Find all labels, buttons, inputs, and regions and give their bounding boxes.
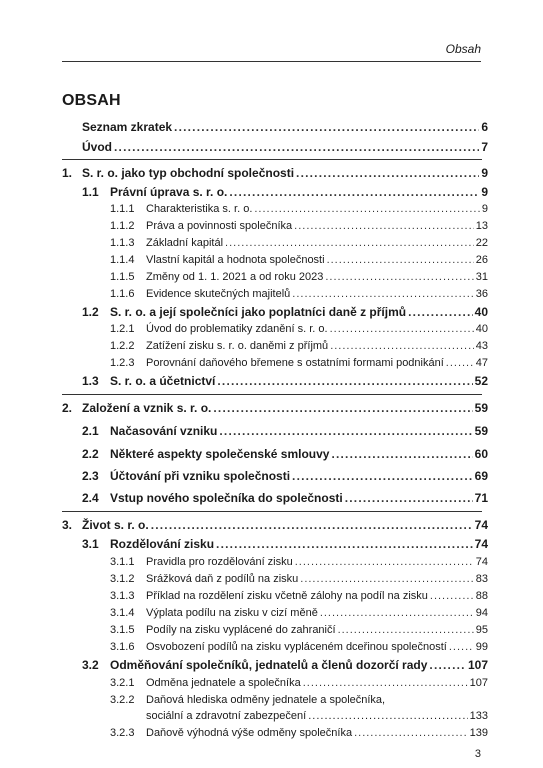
toc-title: Podíly na zisku vyplácené do zahraničí — [146, 624, 336, 636]
section-divider — [62, 511, 482, 512]
toc-page: 83 — [475, 573, 488, 585]
toc-page: 59 — [474, 401, 488, 415]
toc-number: 1.2.2 — [110, 340, 135, 352]
toc-section-3-1[interactable] — [82, 537, 488, 551]
dot-leader — [174, 120, 479, 134]
toc-title: Úvod do problematiky zdanění s. r. o. — [146, 323, 328, 335]
page-title: OBSAH — [62, 92, 121, 109]
toc-page: 9 — [481, 185, 488, 199]
toc-section[interactable] — [82, 491, 488, 505]
toc-title: sociální a zdravotní zabezpečení — [146, 710, 307, 722]
toc-number: 2.3 — [82, 469, 99, 483]
toc-title: Příklad na rozdělení zisku včetně zálohy na podíl na zisku — [146, 590, 428, 602]
toc-subsection[interactable] — [110, 640, 488, 654]
toc-subsection[interactable] — [110, 236, 488, 250]
page-number: 3 — [474, 748, 481, 760]
dot-leader — [225, 236, 474, 250]
toc-number: 3.1.4 — [110, 607, 135, 619]
toc-page: 52 — [474, 374, 488, 388]
dot-leader — [294, 219, 474, 233]
toc-title: Rozdělování zisku — [110, 537, 215, 551]
dot-leader — [213, 401, 472, 415]
toc-page: 88 — [475, 590, 488, 602]
dot-leader — [308, 709, 467, 723]
dot-leader — [217, 374, 472, 388]
dot-leader — [216, 537, 473, 551]
toc-page: 133 — [469, 710, 488, 722]
dot-leader — [408, 305, 473, 319]
toc-subsection[interactable] — [110, 322, 488, 336]
toc-title: Právní úprava s. r. o. — [110, 185, 228, 199]
dot-leader — [292, 287, 473, 301]
toc-page: 59 — [474, 424, 488, 438]
toc-subsection[interactable] — [110, 253, 488, 267]
toc-title: Práva a povinnosti společníka — [146, 220, 293, 232]
toc-number: 1.2 — [82, 305, 99, 319]
toc-subsection[interactable] — [110, 589, 488, 603]
toc-title: S. r. o. a účetnictví — [110, 374, 216, 388]
dot-leader — [327, 253, 474, 267]
dot-leader — [296, 166, 479, 180]
section-divider — [62, 159, 482, 160]
toc-number: 3. — [62, 518, 73, 532]
toc-page: 74 — [474, 537, 488, 551]
toc-chapter-1[interactable] — [62, 166, 488, 180]
toc-subsection[interactable] — [110, 555, 488, 569]
toc-title: Pravidla pro rozdělování zisku — [146, 556, 293, 568]
running-head: Obsah — [445, 42, 481, 56]
toc-section[interactable] — [82, 447, 488, 461]
dot-leader — [254, 202, 480, 216]
toc-title: Porovnání daňového břemene s ostatními formami podnikání — [146, 357, 444, 369]
dot-leader — [345, 491, 473, 505]
toc-title: Vstup nového společníka do společnosti — [110, 491, 343, 505]
toc-subsection[interactable] — [110, 572, 488, 586]
toc-number: 1.1.3 — [110, 237, 135, 249]
toc-title: Osvobození podílů na zisku vypláceném dceřinou společností — [146, 641, 447, 653]
toc-section-1-3[interactable] — [82, 374, 488, 388]
toc-page: 26 — [475, 254, 488, 266]
toc-entry-abbreviations[interactable] — [82, 120, 488, 134]
toc-title: Založení a vznik s. r. o. — [82, 401, 212, 415]
toc-page: 94 — [475, 607, 488, 619]
toc-title: Některé aspekty společenské smlouvy — [110, 447, 330, 461]
toc-title: Daňová hlediska odměny jednatele a společníka, — [146, 694, 386, 706]
toc-number: 3.2.3 — [110, 727, 135, 739]
toc-page: 6 — [481, 120, 488, 134]
toc-number: 1.1.2 — [110, 220, 135, 232]
dot-leader — [219, 424, 472, 438]
toc-number: 3.1.6 — [110, 641, 135, 653]
toc-section[interactable] — [82, 469, 488, 483]
toc-section[interactable] — [82, 424, 488, 438]
toc-number: 3.1.3 — [110, 590, 135, 602]
toc-subsection[interactable] — [110, 693, 488, 707]
dot-leader — [331, 447, 472, 461]
toc-chapter-2[interactable] — [62, 401, 488, 415]
toc-title: Evidence skutečných majitelů — [146, 288, 291, 300]
toc-section-1-2[interactable] — [82, 305, 488, 319]
dot-leader — [325, 270, 473, 284]
toc-number: 2.4 — [82, 491, 99, 505]
toc-number: 1.3 — [82, 374, 99, 388]
toc-subsection[interactable] — [110, 287, 488, 301]
toc-title: Daňově výhodná výše odměny společníka — [146, 727, 353, 739]
dot-leader — [354, 726, 468, 740]
toc-number: 2. — [62, 401, 73, 415]
dot-leader — [295, 555, 474, 569]
toc-title: S. r. o. jako typ obchodní společnosti — [82, 166, 295, 180]
dot-leader — [292, 469, 473, 483]
toc-title: Odměna jednatele a společníka — [146, 677, 301, 689]
toc-page: 95 — [475, 624, 488, 636]
toc-page: 71 — [474, 491, 488, 505]
toc-number: 3.2 — [82, 658, 99, 672]
dot-leader — [303, 676, 468, 690]
toc-number: 3.1 — [82, 537, 99, 551]
toc-page: 36 — [475, 288, 488, 300]
toc-subsection[interactable] — [110, 270, 488, 284]
toc-page: 99 — [475, 641, 488, 653]
toc-chapter-3[interactable] — [62, 518, 488, 532]
section-divider — [62, 394, 482, 395]
dot-leader — [300, 572, 473, 586]
toc-subsection[interactable] — [110, 726, 488, 740]
toc-page: 9 — [481, 166, 488, 180]
dot-leader — [151, 518, 473, 532]
toc-number: 3.2.2 — [110, 694, 135, 706]
toc-title: Změny od 1. 1. 2021 a od roku 2023 — [146, 271, 324, 283]
dot-leader — [446, 356, 474, 370]
toc-number: 1.1.5 — [110, 271, 135, 283]
dot-leader — [330, 339, 474, 353]
dot-leader — [429, 658, 466, 672]
toc-number: 2.1 — [82, 424, 99, 438]
toc-title: Charakteristika s. r. o. — [146, 203, 253, 215]
dot-leader — [449, 640, 474, 654]
toc-subsection[interactable] — [110, 202, 488, 216]
toc-page: 74 — [474, 518, 488, 532]
toc-subsection[interactable] — [110, 606, 488, 620]
toc-section-1-1[interactable] — [82, 185, 488, 199]
toc-page: 47 — [475, 357, 488, 369]
toc-number: 1.2.3 — [110, 357, 135, 369]
toc-title: Načasování vzniku — [110, 424, 218, 438]
toc-page: 43 — [475, 340, 488, 352]
toc-page: 69 — [474, 469, 488, 483]
toc-title: Výplata podílu na zisku v cizí měně — [146, 607, 318, 619]
toc-title: Účtování při vzniku společnosti — [110, 469, 291, 483]
dot-leader — [229, 185, 479, 199]
toc-entry-intro[interactable] — [82, 140, 488, 154]
toc-page: 7 — [481, 140, 488, 154]
toc-number: 1.1 — [82, 185, 99, 199]
toc-number: 1.1.1 — [110, 203, 135, 215]
toc-page: 13 — [475, 220, 488, 232]
toc-title: Zatížení zisku s. r. o. daněmi z příjmů — [146, 340, 329, 352]
toc-number: 3.1.2 — [110, 573, 135, 585]
toc-title: Život s. r. o. — [82, 518, 149, 532]
toc-number: 3.1.5 — [110, 624, 135, 636]
toc-number: 3.1.1 — [110, 556, 135, 568]
dot-leader — [430, 589, 474, 603]
toc-page: 31 — [475, 271, 488, 283]
toc-number: 1. — [62, 166, 73, 180]
toc-title: Srážková daň z podílů na zisku — [146, 573, 299, 585]
toc-number: 3.2.1 — [110, 677, 135, 689]
dot-leader — [114, 140, 479, 154]
toc-title: Základní kapitál — [146, 237, 224, 249]
toc-page: 40 — [475, 323, 488, 335]
toc-page: 9 — [481, 203, 488, 215]
toc-number: 1.1.6 — [110, 288, 135, 300]
dot-leader — [338, 623, 474, 637]
toc-number: 1.2.1 — [110, 323, 135, 335]
toc-section-3-2[interactable] — [82, 658, 488, 672]
toc-subsection[interactable] — [110, 339, 488, 353]
toc-title: S. r. o. a její společníci jako poplatníci daně z příjmů — [110, 305, 407, 319]
dot-leader — [330, 322, 474, 336]
toc-subsection[interactable] — [110, 623, 488, 637]
toc-number: 1.1.4 — [110, 254, 135, 266]
dot-leader — [320, 606, 474, 620]
toc-title: Vlastní kapitál a hodnota společnosti — [146, 254, 325, 266]
header-rule — [62, 61, 481, 62]
toc-page: 60 — [474, 447, 488, 461]
toc-title: Úvod — [82, 140, 112, 154]
toc-title: Seznam zkratek — [82, 120, 173, 134]
toc-page: 22 — [475, 237, 488, 249]
toc-subsection[interactable] — [110, 356, 488, 370]
toc-number: 2.2 — [82, 447, 99, 461]
toc-page: 74 — [475, 556, 488, 568]
toc-subsection[interactable] — [110, 219, 488, 233]
toc-page: 40 — [474, 305, 488, 319]
toc-title: Odměňování společníků, jednatelů a členů dozorčí rady — [110, 658, 428, 672]
toc-page: 139 — [469, 727, 488, 739]
toc-subsection[interactable] — [110, 676, 488, 690]
toc-page: 107 — [467, 658, 488, 672]
toc-page: 107 — [469, 677, 488, 689]
toc-subsection-continuation[interactable] — [146, 709, 488, 723]
